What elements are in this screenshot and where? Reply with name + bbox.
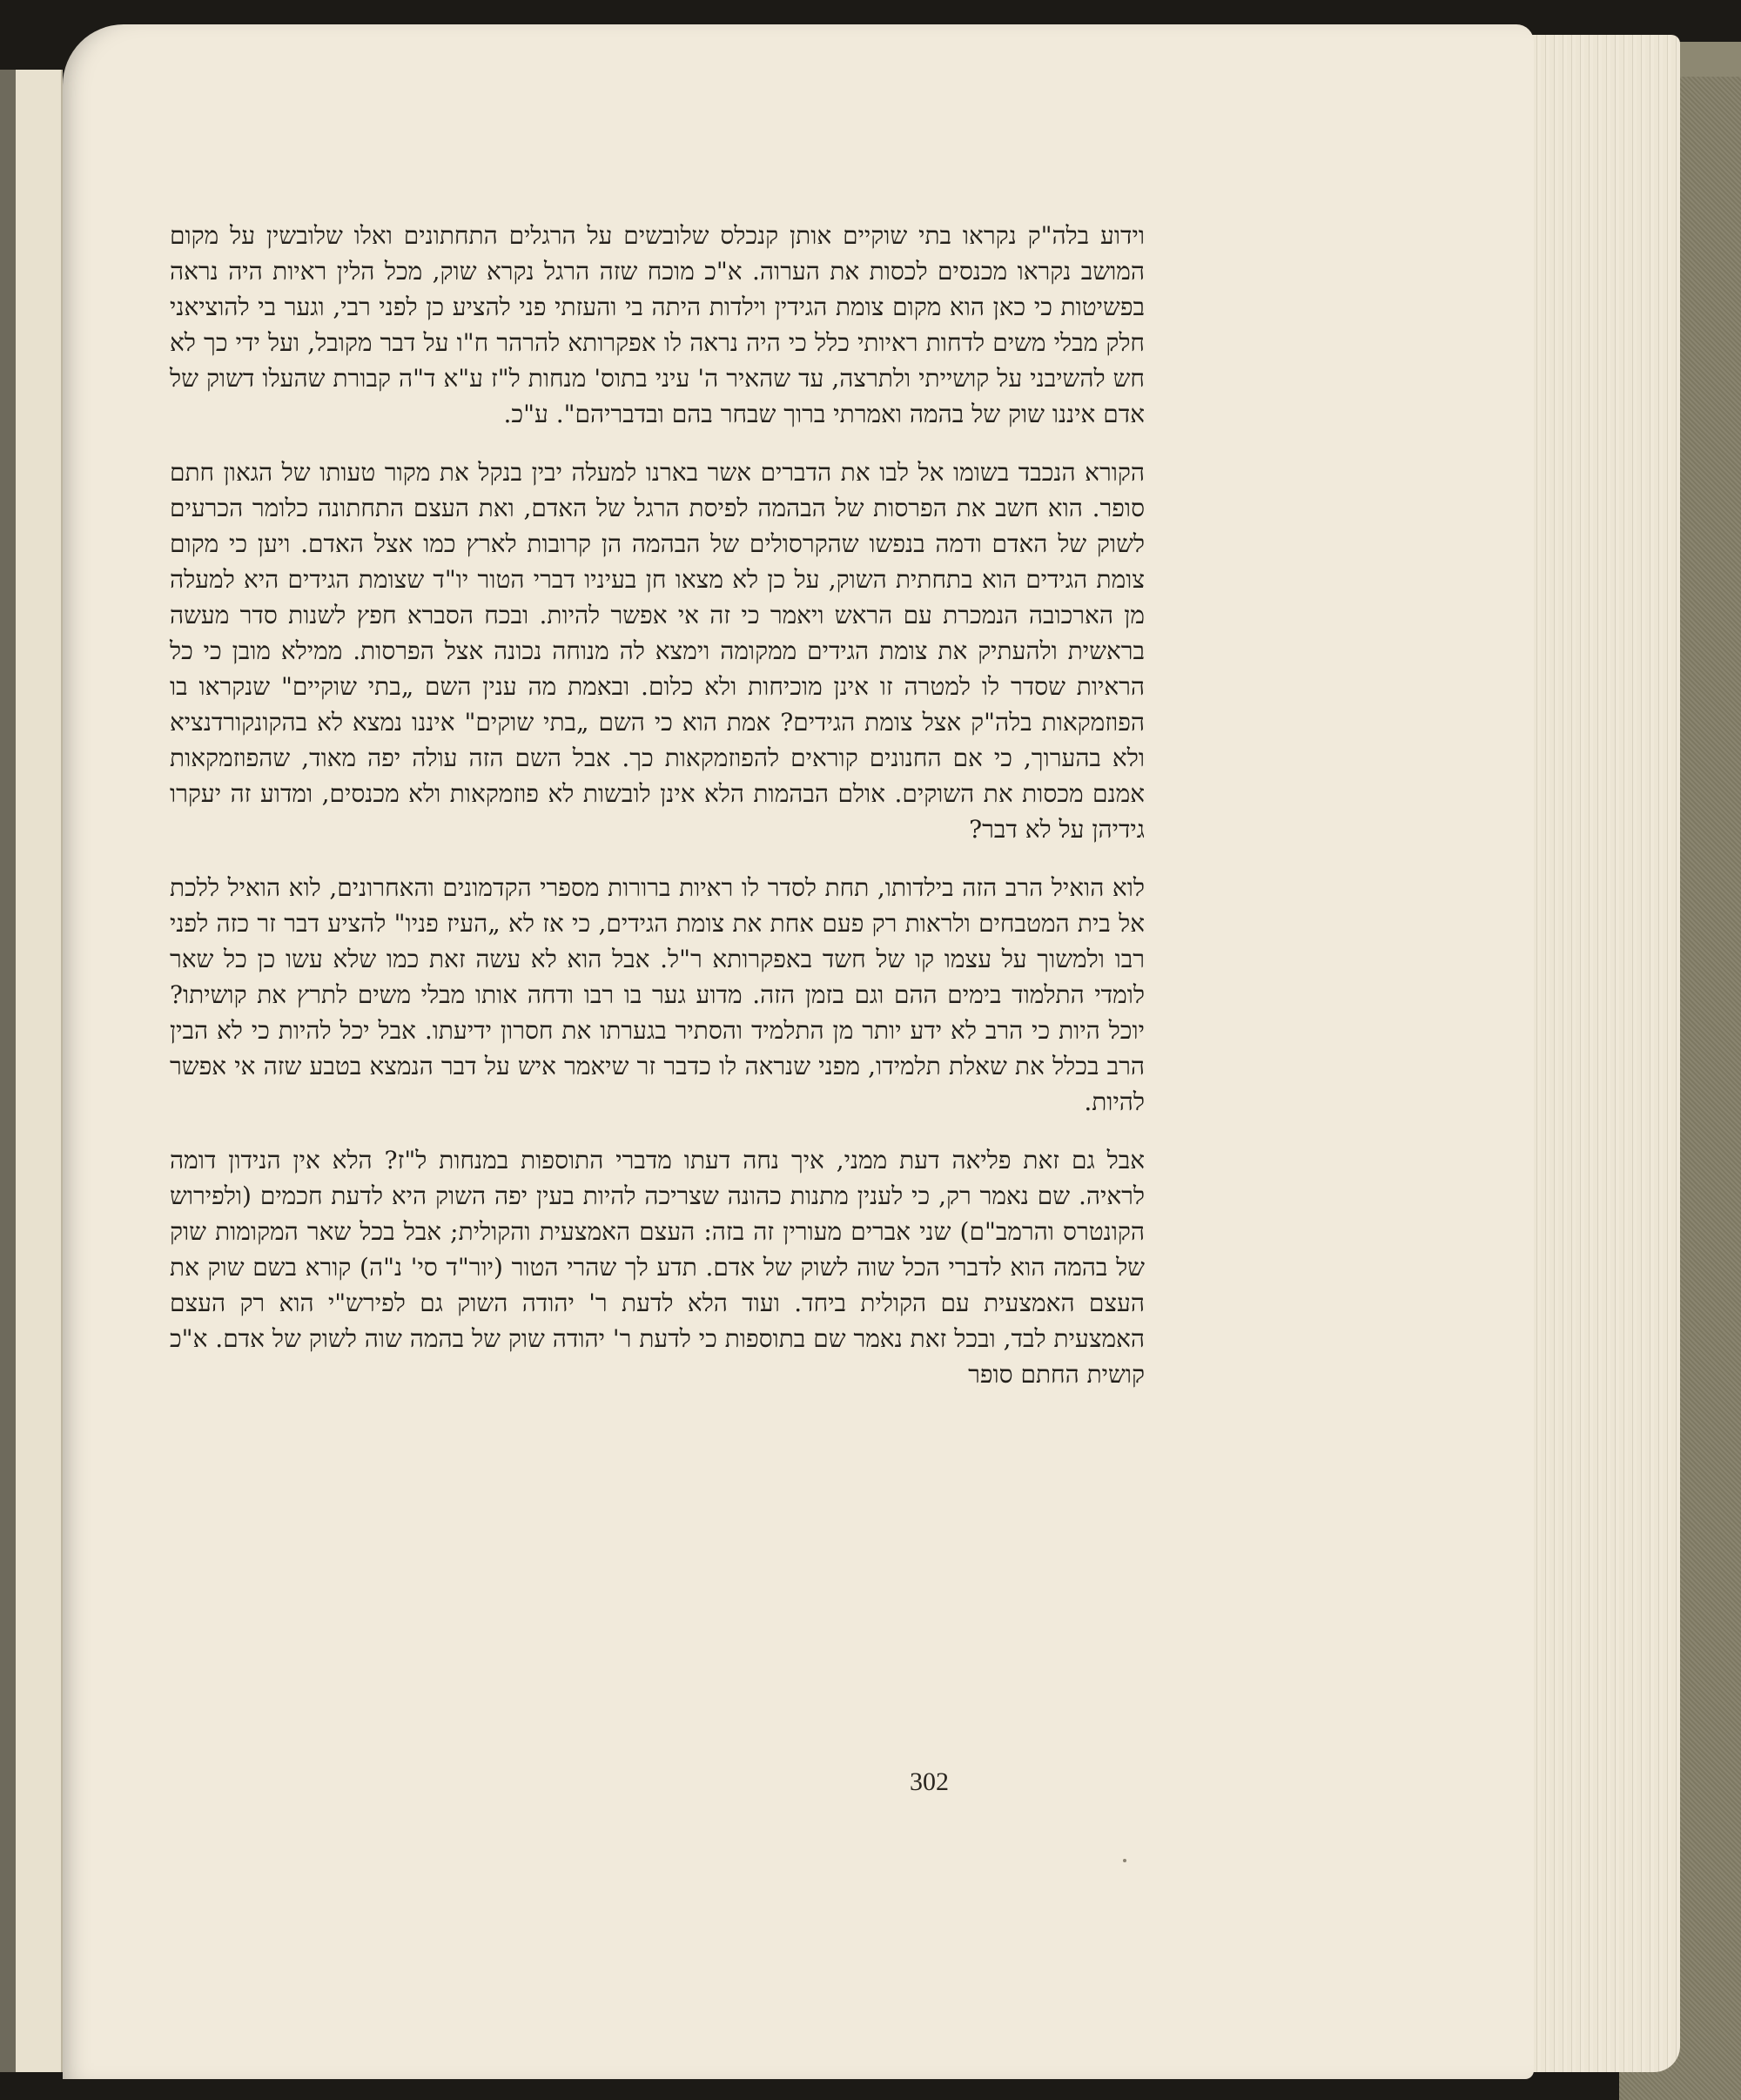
paragraph-1: וידוע בלה"ק נקראו בתי שוקיים אותן קנכלס שלובשים על הרגלים התחתונים ואלו שלובשין על מקום המושב נקראו מכנסים לכסות את הערוה. א"כ מוכח שזה הרגל נקרא שוק, מכל הלין ראיות היה נראה בפשיטות כי כאן הוא מקום צומת הגידין וילדות היתה בי והעזתי פני להציע כן לפני רבי, וגער בי להוציאני חלק מבלי משים לדחות ראיותי כלל כי היה נראה לו אפקרותא להרהר ח"ו על דבר מקובל, ועל ידי כך לא חש להשיבני על קושייתי ולתרצה, עד שהאיר ה' עיני בתוס' מנחות ל"ז ע"א ד"ה קבורת שהעלו דשוק של אדם איננו שוק של בהמה ואמרתי ברוך שבחר בהם ובדבריהם". ע"כ.: [170, 221, 1145, 428]
paper-speck: [1123, 1859, 1126, 1862]
paragraph-4: אבל גם זאת פליאה דעת ממני, איך נחה דעתו מדברי התוספות במנחות ל"ז? הלא אין הנידון דומה לראיה. שם נאמר רק, כי לענין מתנות כהונה שצריכה להיות בעין יפה השוק היא לדעת חכמים (ולפירוש הקונטרס והרמב"ם) שני אברים מעורין זה בזה: העצם האמצעית והקולית; אבל בכל שאר המקומות שוק של בהמה הוא לדברי הכל שוה לשוק של אדם. תדע לך שהרי הטור (יור"ד סי' נ"ה) קורא בשם שוק את העצם האמצעית עם הקולית ביחד. ועוד הלא לדעת ר' יהודה השוק גם לפירש"י הוא רק העצם האמצעית לבד, ובכל זאת נאמר שם בתוספות כי לדעת ר' יהודה שוק של בהמה שוה לשוק של אדם. א"כ קושית החתם סופר: [170, 1146, 1145, 1389]
paragraph-3: לוא הואיל הרב הזה בילדותו, תחת לסדר לו ראיות ברורות מספרי הקדמונים והאחרונים, לוא הואיל ללכת אל בית המטבחים ולראות רק פעם אחת את צומת הגידים, כי אז לא „העיז פניו" להציע דבר זר כזה לפני רבו ולמשוך על עצמו קו של חשד באפקרותא ר"ל. אבל הוא לא עשה זאת כמו שלא עשו כן כל שאר לומדי התלמוד בימים ההם וגם בזמן הזה. מדוע גער בו רבו ודחה אותו מבלי משים לתרץ את קושיתו? יוכל היות כי הרב לא ידע יותר מן התלמיד והסתיר בגערתו את חסרון ידיעתו. אבל יכל להיות כי לא הבין הרב בכלל את שאלת תלמידו, מפני שנראה לו כדבר זר שיאמר איש על דבר הנמצא בטבע שזה אי אפשר להיות.: [170, 873, 1145, 1116]
page-text-block: [170, 218, 1145, 1415]
page-number: 302: [910, 1767, 949, 1796]
binding-spine: [0, 70, 16, 2072]
paragraph-2: הקורא הנכבד בשומו אל לבו את הדברים אשר בארנו למעלה יבין בנקל את מקור טעותו של הגאון חתם סופר. הוא חשב את הפרסות של הבהמה לפיסת הרגל של האדם, ואת העצם התחתונה כלומר הכרעים לשוק של האדם ודמה בנפשו שהקרסולים של הבהמה הן קרובות לארץ כמו אצל האדם. ויען כי מקום צומת הגידים הוא בתחתית השוק, על כן לא מצאו חן בעיניו דברי הטור יו"ד שצומת הגידים היא למעלה מן הארכובה הנמכרת עם הראש ויאמר כי זה אי אפשר להיות. ובכח הסברא חפץ לשנות סדר מעשה בראשית ולהעתיק את צומת הגידים ממקומה וימצא לה מנוחה נכונה אצל הפרסות. ממילא מובן כי כל הראיות שסדר לו למטרה זו אינן מוכיחות ולא כלום. ובאמת מה ענין השם „בתי שוקיים" שנקראו בו הפוזמקאות בלה"ק אצל צומת הגידים? אמת הוא כי השם „בתי שוקים" איננו נמצא לא בהקונקורדנציא ולא בהערוך, כי אם החנונים קוראים להפוזמקאות כך. אבל השם הזה עולה יפה מאוד, שהפוזמקאות אמנם מכסות את השוקים. אולם הבהמות הלא אינן לובשות לא פוזמקאות ולא מכנסים, ומדוע זה יעקרו גידיהן על לא דבר?: [170, 458, 1145, 844]
